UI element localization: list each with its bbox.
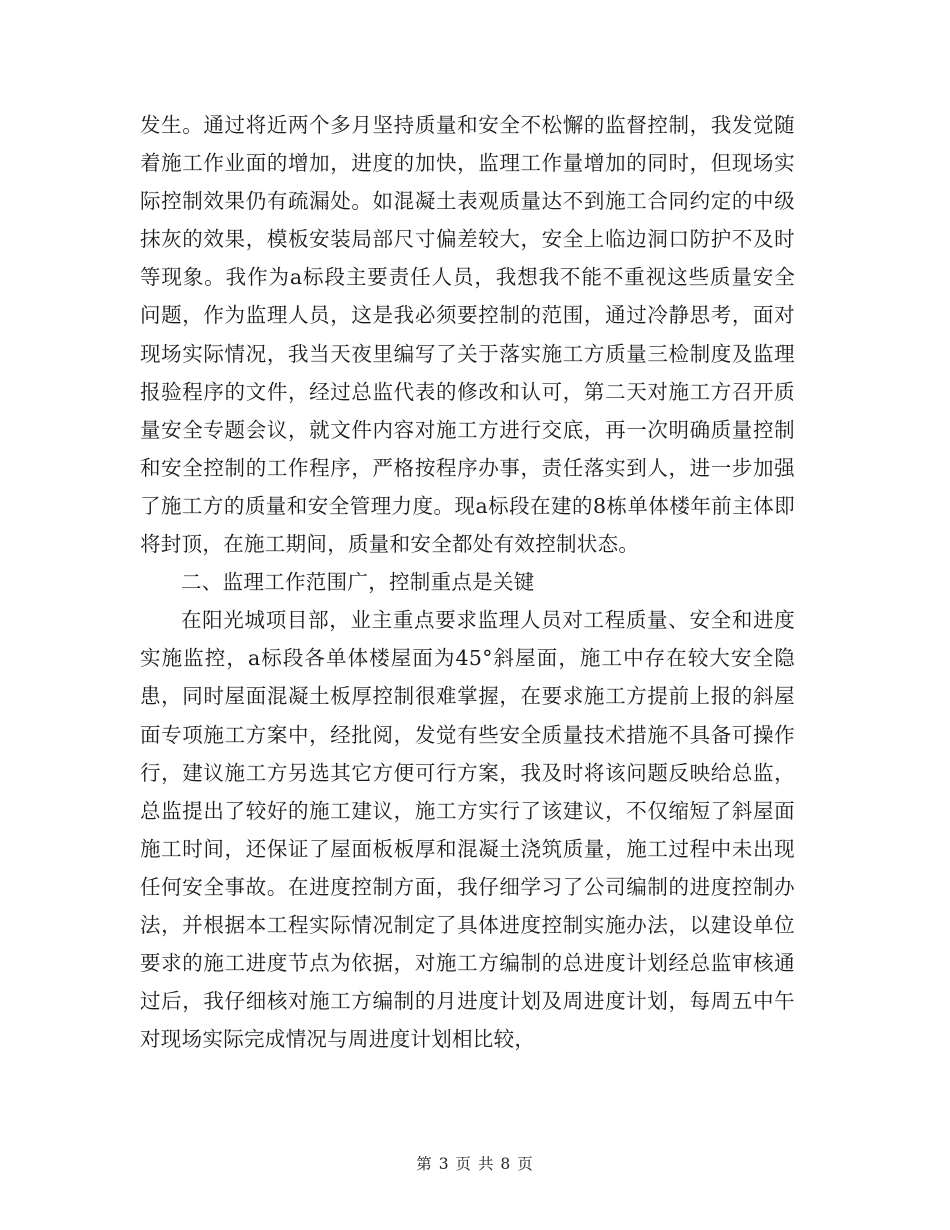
footer-prefix: 第 bbox=[416, 1155, 433, 1173]
document-body bbox=[140, 106, 795, 1058]
footer-page-current: 3 bbox=[438, 1155, 450, 1173]
footer-mid: 页 共 bbox=[455, 1155, 495, 1173]
paragraph-continuation: 发生。通过将近两个多月坚持质量和安全不松懈的监督控制，我发觉随着施工作业面的增加，进度的加快，监理工作量增加的同时，但现场实际控制效果仍有疏漏处。如混凝土表观质量达不到施工合同约定的中级抹灰的效果，模板安装局部尺寸偏差较大，安全上临边洞口防护不及时等现象。我作为a标段主要责任人员，我想我不能不重视这些质量安全问题，作为监理人员，这是我必须要控制的范围，通过冷静思考，面对现场实际情况，我当天夜里编写了关于落实施工方质量三检制度及监理报验程序的文件，经过总监代表的修改和认可，第二天对施工方召开质量安全专题会议，就文件内容对施工方进行交底，再一次明确质量控制和安全控制的工作程序，严格按程序办事，责任落实到人，进一步加强了施工方的质量和安全管理力度。现a标段在建的8栋单体楼年前主体即将封顶，在施工期间，质量和安全都处有效控制状态。 bbox=[140, 113, 795, 557]
section-heading: 二、监理工作范围广，控制重点是关键 bbox=[181, 570, 535, 595]
paragraph-body: 在阳光城项目部，业主重点要求监理人员对工程质量、安全和进度实施监控，a标段各单体楼屋面为45°斜屋面，施工中存在较大安全隐患，同时屋面混凝土板厚控制很难掌握，在要求施工方提前上报的斜屋面专项施工方案中，经批阅，发觉有些安全质量技术措施不具备可操作行，建议施工方另选其它方便可行方案，我及时将该问题反映给总监，总监提出了较好的施工建议，施工方实行了该建议，不仅缩短了斜屋面施工时间，还保证了屋面板板厚和混凝土浇筑质量，施工过程中未出现任何安全事故。在进度控制方面，我仔细学习了公司编制的进度控制办法，并根据本工程实际情况制定了具体进度控制实施办法，以建设单位要求的施工进度节点为依据，对施工方编制的总进度计划经总监审核通过后，我仔细核对施工方编制的月进度计划及周进度计划，每周五中午对现场实际完成情况与周进度计划相比较， bbox=[140, 608, 795, 1052]
footer-suffix: 页 bbox=[517, 1155, 534, 1173]
page-footer bbox=[0, 1152, 950, 1174]
footer-page-total: 8 bbox=[500, 1155, 512, 1173]
